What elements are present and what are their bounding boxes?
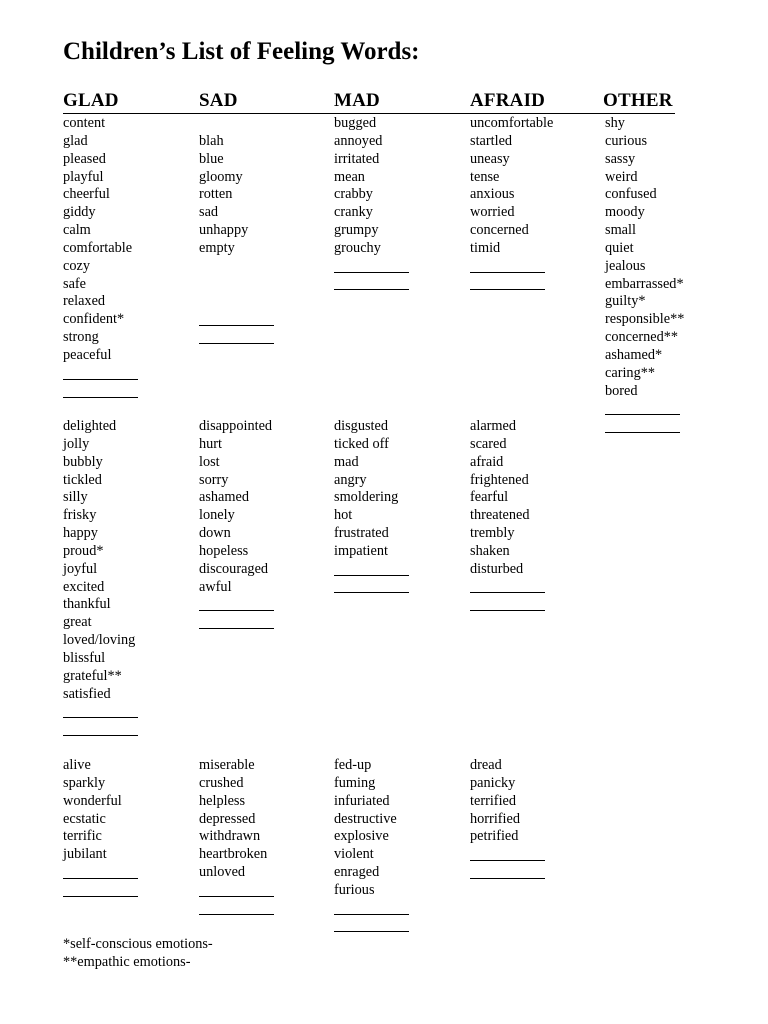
feeling-word: tense: [470, 168, 500, 185]
feeling-word: unloved: [199, 864, 246, 881]
feeling-word: curious: [605, 132, 648, 149]
blank-line: [334, 579, 398, 597]
feeling-word: comfortable: [63, 239, 133, 256]
feeling-word: angry: [334, 471, 367, 488]
feeling-word: enraged: [334, 864, 380, 881]
feeling-word: heartbroken: [199, 846, 268, 863]
blank-line: [334, 900, 397, 918]
feeling-word: jealous: [605, 257, 646, 274]
feeling-word: great: [63, 614, 92, 631]
feeling-word: petrified: [470, 828, 519, 845]
feeling-word: irritated: [334, 150, 380, 167]
feeling-word: explosive: [334, 828, 389, 845]
word-list-mad-group-1: [334, 115, 382, 293]
feeling-word: hot: [334, 507, 353, 524]
feeling-word: pleased: [63, 150, 106, 167]
feeling-word: lost: [199, 453, 220, 470]
blank-line: [199, 311, 248, 329]
feeling-word: frisky: [63, 507, 97, 524]
feeling-word: crabby: [334, 186, 373, 203]
feeling-word: gloomy: [199, 168, 243, 185]
column-header-mad: MAD: [334, 90, 380, 111]
feeling-word: embarrassed*: [605, 275, 684, 292]
feeling-word: satisfied: [63, 685, 111, 702]
feeling-word: panicky: [470, 774, 516, 791]
spacer: [199, 276, 248, 294]
feeling-word: blue: [199, 150, 224, 167]
feeling-word: jubilant: [63, 846, 107, 863]
feeling-word: sorry: [199, 471, 229, 488]
word-list-glad-group-3: [63, 757, 122, 900]
word-list-afraid-group-1: [470, 115, 553, 293]
feeling-word: uncomfortable: [470, 115, 554, 131]
feeling-word: cozy: [63, 257, 90, 274]
blank-line: [605, 418, 684, 436]
word-list-other-group-1: [605, 115, 684, 436]
column-header-other: OTHER: [603, 90, 673, 111]
blank-line: [334, 561, 398, 579]
word-list-sad-group-1: [199, 115, 248, 347]
feeling-word: bored: [605, 382, 638, 399]
feeling-word: strong: [63, 329, 99, 346]
feeling-word: relaxed: [63, 293, 106, 310]
feeling-word: awful: [199, 578, 232, 595]
feeling-word: horrified: [470, 810, 521, 827]
feeling-word: shaken: [470, 542, 510, 559]
feeling-word: caring**: [605, 364, 656, 381]
feeling-word: bugged: [334, 115, 377, 131]
feeling-word: mad: [334, 453, 359, 470]
word-list-glad-group-1: [63, 115, 132, 401]
feeling-word: threatened: [470, 507, 530, 524]
feeling-word: thankful: [63, 596, 111, 613]
word-list-afraid-group-2: [470, 418, 530, 614]
blank-line: [199, 900, 267, 918]
spacer: [199, 115, 248, 133]
column-header-glad: GLAD: [63, 90, 119, 111]
feeling-word: confused: [605, 186, 657, 203]
feeling-word: grumpy: [334, 222, 379, 239]
feeling-word: ticked off: [334, 435, 389, 452]
feeling-word: alarmed: [470, 418, 517, 434]
feeling-word: glad: [63, 132, 88, 149]
blank-line: [334, 258, 382, 276]
column-header-sad: SAD: [199, 90, 238, 111]
blank-line: [199, 596, 272, 614]
feeling-word: fuming: [334, 774, 376, 791]
blank-line: [470, 846, 520, 864]
feeling-word: loved/loving: [63, 632, 136, 649]
feeling-word: shy: [605, 115, 625, 131]
page-title: Children’s List of Feeling Words:: [63, 38, 420, 65]
feeling-word: silly: [63, 489, 88, 506]
feeling-word: joyful: [63, 560, 98, 577]
feeling-word: fearful: [470, 489, 509, 506]
feeling-word: cranky: [334, 204, 373, 221]
feeling-word: violent: [334, 846, 374, 863]
feeling-word: sparkly: [63, 774, 106, 791]
feeling-word: anxious: [470, 186, 515, 203]
feeling-word: fed-up: [334, 757, 372, 773]
feeling-word: disgusted: [334, 418, 389, 434]
feeling-word: terrified: [470, 792, 517, 809]
blank-line: [334, 276, 382, 294]
feeling-word: safe: [63, 275, 87, 292]
feeling-word: trembly: [470, 525, 515, 542]
feeling-word: grateful**: [63, 667, 122, 684]
feeling-word: hopeless: [199, 542, 249, 559]
feeling-word: delighted: [63, 418, 117, 434]
word-list-mad-group-3: [334, 757, 397, 935]
feeling-word: concerned: [470, 222, 529, 239]
blank-line: [199, 614, 272, 632]
feeling-word: grouchy: [334, 239, 381, 256]
word-list-sad-group-3: [199, 757, 267, 918]
column-header-afraid: AFRAID: [470, 90, 546, 111]
blank-line: [470, 258, 553, 276]
feeling-word: depressed: [199, 810, 256, 827]
blank-line: [199, 882, 267, 900]
feeling-word: disappointed: [199, 418, 273, 434]
feeling-word: smoldering: [334, 489, 399, 506]
spacer: [199, 293, 248, 311]
blank-line: [63, 721, 135, 739]
feeling-word: discouraged: [199, 560, 269, 577]
feeling-word: lonely: [199, 507, 235, 524]
blank-line: [334, 918, 397, 936]
feeling-word: happy: [63, 525, 98, 542]
header-underline: [63, 113, 675, 114]
footnote-empathic: **empathic emotions-: [63, 953, 191, 970]
blank-line: [470, 579, 530, 597]
word-list-sad-group-2: [199, 418, 272, 632]
feeling-word: content: [63, 115, 106, 131]
feeling-word: hurt: [199, 435, 223, 452]
blank-line: [63, 882, 122, 900]
blank-line: [63, 864, 122, 882]
feeling-word: concerned**: [605, 329, 679, 346]
feeling-word: weird: [605, 168, 638, 185]
feeling-word: cheerful: [63, 186, 110, 203]
feeling-word: timid: [470, 239, 501, 256]
feeling-word: jolly: [63, 435, 90, 452]
word-list-glad-group-2: [63, 418, 135, 739]
feeling-word: miserable: [199, 757, 255, 773]
feeling-word: crushed: [199, 774, 244, 791]
feeling-word: furious: [334, 881, 375, 898]
feeling-word: down: [199, 525, 231, 542]
feeling-word: bubbly: [63, 453, 103, 470]
feeling-word: afraid: [470, 453, 504, 470]
blank-line: [63, 704, 135, 722]
word-list-mad-group-2: [334, 418, 398, 596]
feeling-word: disturbed: [470, 560, 524, 577]
feeling-word: guilty*: [605, 293, 646, 310]
feeling-word: blah: [199, 132, 224, 149]
feeling-word: blissful: [63, 649, 106, 666]
feeling-word: withdrawn: [199, 828, 261, 845]
footnotes: [63, 936, 213, 972]
blank-line: [63, 383, 132, 401]
feeling-word: scared: [470, 435, 507, 452]
feeling-word: terrific: [63, 828, 102, 845]
feeling-word: peaceful: [63, 346, 112, 363]
blank-line: [470, 276, 553, 294]
feeling-word: small: [605, 222, 636, 239]
feeling-word: empty: [199, 239, 235, 256]
feeling-word: infuriated: [334, 792, 390, 809]
feeling-word: frustrated: [334, 525, 389, 542]
feeling-word: tickled: [63, 471, 102, 488]
feeling-word: wonderful: [63, 792, 122, 809]
feeling-word: alive: [63, 757, 91, 773]
blank-line: [605, 401, 684, 419]
feeling-word: startled: [470, 132, 513, 149]
blank-line: [63, 365, 132, 383]
feeling-word: quiet: [605, 239, 634, 256]
feeling-word: rotten: [199, 186, 233, 203]
feeling-word: giddy: [63, 204, 96, 221]
feeling-word: sad: [199, 204, 219, 221]
feeling-word: unhappy: [199, 222, 249, 239]
feeling-word: responsible**: [605, 311, 685, 328]
feeling-word: confident*: [63, 311, 125, 328]
feeling-word: calm: [63, 222, 91, 239]
feeling-word: playful: [63, 168, 104, 185]
feeling-word: ashamed*: [605, 346, 663, 363]
spacer: [199, 258, 248, 276]
feeling-word: helpless: [199, 792, 246, 809]
blank-line: [470, 596, 530, 614]
feeling-word: uneasy: [470, 150, 510, 167]
feeling-word: proud*: [63, 542, 104, 559]
feeling-word: ashamed: [199, 489, 250, 506]
feeling-word: impatient: [334, 542, 388, 559]
feeling-word: dread: [470, 757, 502, 773]
feeling-word: destructive: [334, 810, 397, 827]
blank-line: [199, 329, 248, 347]
word-list-afraid-group-3: [470, 757, 520, 882]
feeling-word: worried: [470, 204, 515, 221]
feeling-word: frightened: [470, 471, 529, 488]
feeling-word: moody: [605, 204, 645, 221]
feeling-word: sassy: [605, 150, 636, 167]
feeling-word: mean: [334, 168, 365, 185]
feeling-word: ecstatic: [63, 810, 106, 827]
blank-line: [470, 864, 520, 882]
feeling-word: excited: [63, 578, 105, 595]
feeling-word: annoyed: [334, 132, 383, 149]
footnote-self-conscious: *self-conscious emotions-: [63, 936, 213, 952]
